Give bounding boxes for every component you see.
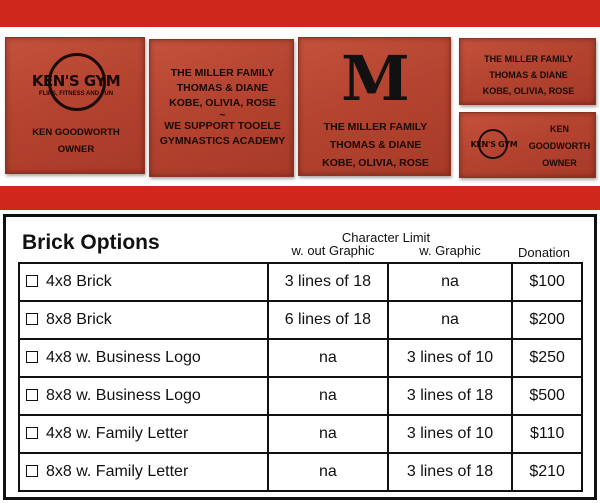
limit-without-graphic: na: [268, 377, 388, 415]
red-stripe-bottom: [0, 186, 600, 210]
limit-with-graphic: na: [388, 263, 513, 301]
brick-text-8x8: [149, 39, 294, 177]
donation-amount: $210: [512, 453, 582, 491]
option-cell[interactable]: [19, 453, 268, 491]
option-cell[interactable]: [19, 263, 268, 301]
brick-line: KOBE, OLIVIA, ROSE: [169, 97, 276, 109]
limit-without-graphic: na: [268, 415, 388, 453]
header-character-limit: Character Limit: [341, 230, 431, 245]
donation-amount: $100: [512, 263, 582, 301]
brick-text-4x8: [459, 38, 596, 105]
brick-line: THOMAS & DIANE: [489, 70, 568, 80]
header-donation: Donation: [517, 245, 571, 260]
brick-line: GYMNASTICS ACADEMY: [159, 135, 286, 147]
option-label: 8x8 w. Family Letter: [46, 463, 189, 480]
checkbox-icon[interactable]: [26, 389, 38, 401]
brick-line: KOBE, OLIVIA, ROSE: [322, 157, 429, 169]
option-cell[interactable]: [19, 301, 268, 339]
limit-with-graphic: 3 lines of 10: [388, 339, 513, 377]
donation-amount: $500: [512, 377, 582, 415]
limit-with-graphic: 3 lines of 10: [388, 415, 513, 453]
brick-owner-name: KEN GOODWORTH: [32, 127, 120, 138]
options-title: Brick Options: [22, 231, 160, 254]
brick-line: KEN: [549, 124, 569, 134]
options-table: [18, 262, 583, 492]
donation-amount: $250: [512, 339, 582, 377]
donation-amount: $110: [512, 415, 582, 453]
table-row: [19, 263, 582, 301]
gym-small-logo: [466, 127, 522, 167]
table-row: [19, 301, 582, 339]
option-cell[interactable]: [19, 377, 268, 415]
checkbox-icon[interactable]: [26, 465, 38, 477]
checkbox-icon[interactable]: [26, 275, 38, 287]
table-row: [19, 453, 582, 491]
option-label: 4x8 Brick: [46, 273, 112, 290]
gym-small-logo-name: KEN'S GYM: [470, 140, 518, 149]
limit-with-graphic: 3 lines of 18: [388, 377, 513, 415]
brick-business-logo-4x8: [459, 112, 596, 178]
red-stripe-top: [0, 0, 600, 27]
table-row: [19, 415, 582, 453]
brick-family-letter-8x8: [298, 37, 451, 176]
brick-line: KOBE, OLIVIA, ROSE: [482, 86, 575, 96]
checkbox-icon[interactable]: [26, 313, 38, 325]
option-label: 4x8 w. Business Logo: [46, 349, 201, 366]
limit-without-graphic: na: [268, 453, 388, 491]
limit-with-graphic: 3 lines of 18: [388, 453, 513, 491]
brick-line: OWNER: [542, 158, 577, 168]
limit-with-graphic: na: [388, 301, 513, 339]
option-label: 8x8 w. Business Logo: [46, 387, 201, 404]
header-without-graphic: w. out Graphic: [291, 243, 375, 258]
option-cell[interactable]: [19, 339, 268, 377]
brick-owner-role: OWNER: [57, 144, 95, 155]
brick-line: THE MILLER FAMILY: [323, 121, 428, 133]
header-with-graphic: w. Graphic: [419, 243, 481, 258]
gym-logo-tagline: FLIPS, FITNESS AND FUN: [38, 91, 114, 97]
brick-options-panel: [3, 214, 597, 500]
brick-line: WE SUPPORT TOOELE: [164, 120, 281, 132]
brick-line: THOMAS & DIANE: [329, 139, 422, 151]
gym-logo-name: KEN'S GYM: [31, 72, 121, 90]
family-letter: M: [341, 42, 410, 115]
brick-line: ~: [219, 109, 226, 121]
table-row: [19, 377, 582, 415]
brick-line: THE MILLER FAMILY: [170, 67, 275, 79]
option-cell[interactable]: [19, 415, 268, 453]
brick-line: THOMAS & DIANE: [176, 82, 269, 94]
donation-amount: $200: [512, 301, 582, 339]
table-row: [19, 339, 582, 377]
checkbox-icon[interactable]: [26, 351, 38, 363]
option-label: 4x8 w. Family Letter: [46, 425, 189, 442]
brick-line: GOODWORTH: [528, 141, 591, 151]
brick-banner: [0, 0, 600, 212]
option-label: 8x8 Brick: [46, 311, 112, 328]
brick-business-logo-8x8: [5, 37, 145, 174]
limit-without-graphic: na: [268, 339, 388, 377]
checkbox-icon[interactable]: [26, 427, 38, 439]
brick-line: THE MILLER FAMILY: [484, 54, 573, 64]
limit-without-graphic: 6 lines of 18: [268, 301, 388, 339]
limit-without-graphic: 3 lines of 18: [268, 263, 388, 301]
